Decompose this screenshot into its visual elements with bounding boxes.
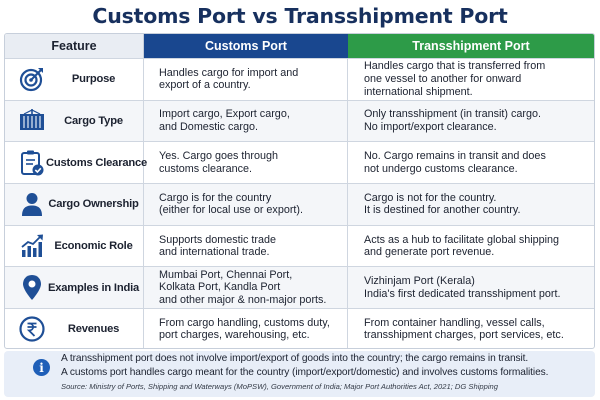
source-citation: Source: Ministry of Ports, Shipping and Waterways (MoPSW), Government of India; Major Port Authorities Act, 2021; DG Shipping: [61, 382, 498, 391]
cell-line: transshipment charges, port services, etc.: [364, 329, 564, 342]
feature-label: Cargo Type: [64, 115, 123, 128]
customs-cell: [144, 101, 348, 142]
customs-cell: [144, 142, 348, 183]
cell-line: India's first dedicated transshipment port.: [364, 287, 561, 300]
transshipment-cell: [348, 59, 594, 100]
cell-line: Cargo is for the country: [159, 191, 272, 204]
table-row: [5, 100, 594, 142]
feature-cell: [5, 142, 148, 183]
feature-cell: [5, 184, 144, 225]
table-row: [5, 58, 594, 100]
cell-line: (either for local use or export).: [159, 204, 304, 217]
info-icon: i: [33, 359, 50, 376]
cell-line: Only transshipment (in transit) cargo.: [364, 108, 542, 121]
feature-label: Customs Clearance: [46, 156, 148, 169]
comparison-table: [4, 33, 595, 349]
feature-cell: [5, 226, 144, 267]
cell-line: No import/export clearance.: [364, 121, 497, 134]
cell-line: No. Cargo remains in transit and does: [364, 150, 546, 163]
cell-line: and international trade.: [159, 246, 270, 259]
transshipment-cell: [348, 142, 594, 183]
customs-cell: [144, 267, 348, 308]
table-header: [5, 34, 594, 58]
feature-label: Cargo Ownership: [48, 198, 139, 211]
header-feature: Feature: [5, 34, 144, 58]
cell-line: and Domestic cargo.: [159, 121, 259, 134]
rupee-icon: [18, 315, 46, 343]
cell-line: international shipment.: [364, 85, 473, 98]
clipboard-check-icon: [18, 149, 46, 177]
header-transshipment-port: Transshipment Port: [348, 34, 594, 58]
feature-label: Revenues: [67, 323, 120, 336]
feature-label: Examples in India: [47, 281, 140, 294]
cell-line: Supports domestic trade: [159, 233, 277, 246]
customs-cell: [144, 184, 348, 225]
header-customs-port: Customs Port: [144, 34, 348, 58]
customs-cell: [144, 59, 348, 100]
customs-cell: [144, 309, 348, 349]
transshipment-cell: [348, 309, 594, 349]
cell-line: export of a country.: [159, 79, 251, 92]
cell-line: and other major & non-major ports.: [159, 294, 327, 307]
feature-cell: [5, 101, 144, 142]
feature-label: Economic Role: [54, 240, 133, 253]
cell-line: not undergo customs clearance.: [364, 162, 518, 175]
transshipment-cell: [348, 184, 594, 225]
cell-line: Yes. Cargo goes through: [159, 150, 279, 163]
table-row: [5, 183, 594, 225]
cell-line: port charges, warehousing, etc.: [159, 329, 310, 342]
transshipment-cell: [348, 226, 594, 267]
cell-line: Mumbai Port, Chennai Port,: [159, 268, 293, 281]
page-title: Customs Port vs Transshipment Port: [92, 4, 508, 28]
table-row: [5, 141, 594, 183]
growth-chart-icon: [18, 232, 46, 260]
cell-line: From cargo handling, customs duty,: [159, 316, 330, 329]
cell-line: Vizhinjam Port (Kerala): [364, 275, 475, 288]
container-icon: [18, 107, 46, 135]
transshipment-cell: [348, 101, 594, 142]
feature-cell: [5, 59, 144, 100]
transshipment-cell: [348, 267, 594, 308]
feature-cell: [5, 267, 144, 308]
person-icon: [18, 190, 46, 218]
customs-cell: [144, 226, 348, 267]
cell-line: one vessel to another for onward: [364, 73, 522, 86]
target-icon: [18, 65, 46, 93]
location-pin-icon: [18, 274, 46, 302]
note-line-2: A customs port handles cargo meant for the country (import/export/domestic) and involves customs formalities.: [61, 367, 549, 378]
cell-line: Handles cargo that is transferred from: [364, 60, 546, 73]
info-note: [4, 351, 595, 397]
cell-line: and generate port revenue.: [364, 246, 495, 259]
feature-cell: [5, 309, 144, 349]
cell-line: Handles cargo for import and: [159, 66, 299, 79]
cell-line: From container handling, vessel calls,: [364, 316, 545, 329]
cell-line: Kolkata Port, Kandla Port: [159, 281, 281, 294]
cell-line: Import cargo, Export cargo,: [159, 108, 290, 121]
cell-line: Cargo is not for the country.: [364, 191, 497, 204]
table-row: [5, 308, 594, 349]
table-row: [5, 266, 594, 308]
cell-line: Acts as a hub to facilitate global shipping: [364, 233, 560, 246]
cell-line: customs clearance.: [159, 162, 253, 175]
cell-line: It is destined for another country.: [364, 204, 521, 217]
table-row: [5, 225, 594, 267]
note-line-1: A transshipment port does not involve import/export of goods into the country; the cargo remains in transit.: [61, 353, 529, 364]
feature-label: Purpose: [71, 73, 116, 86]
